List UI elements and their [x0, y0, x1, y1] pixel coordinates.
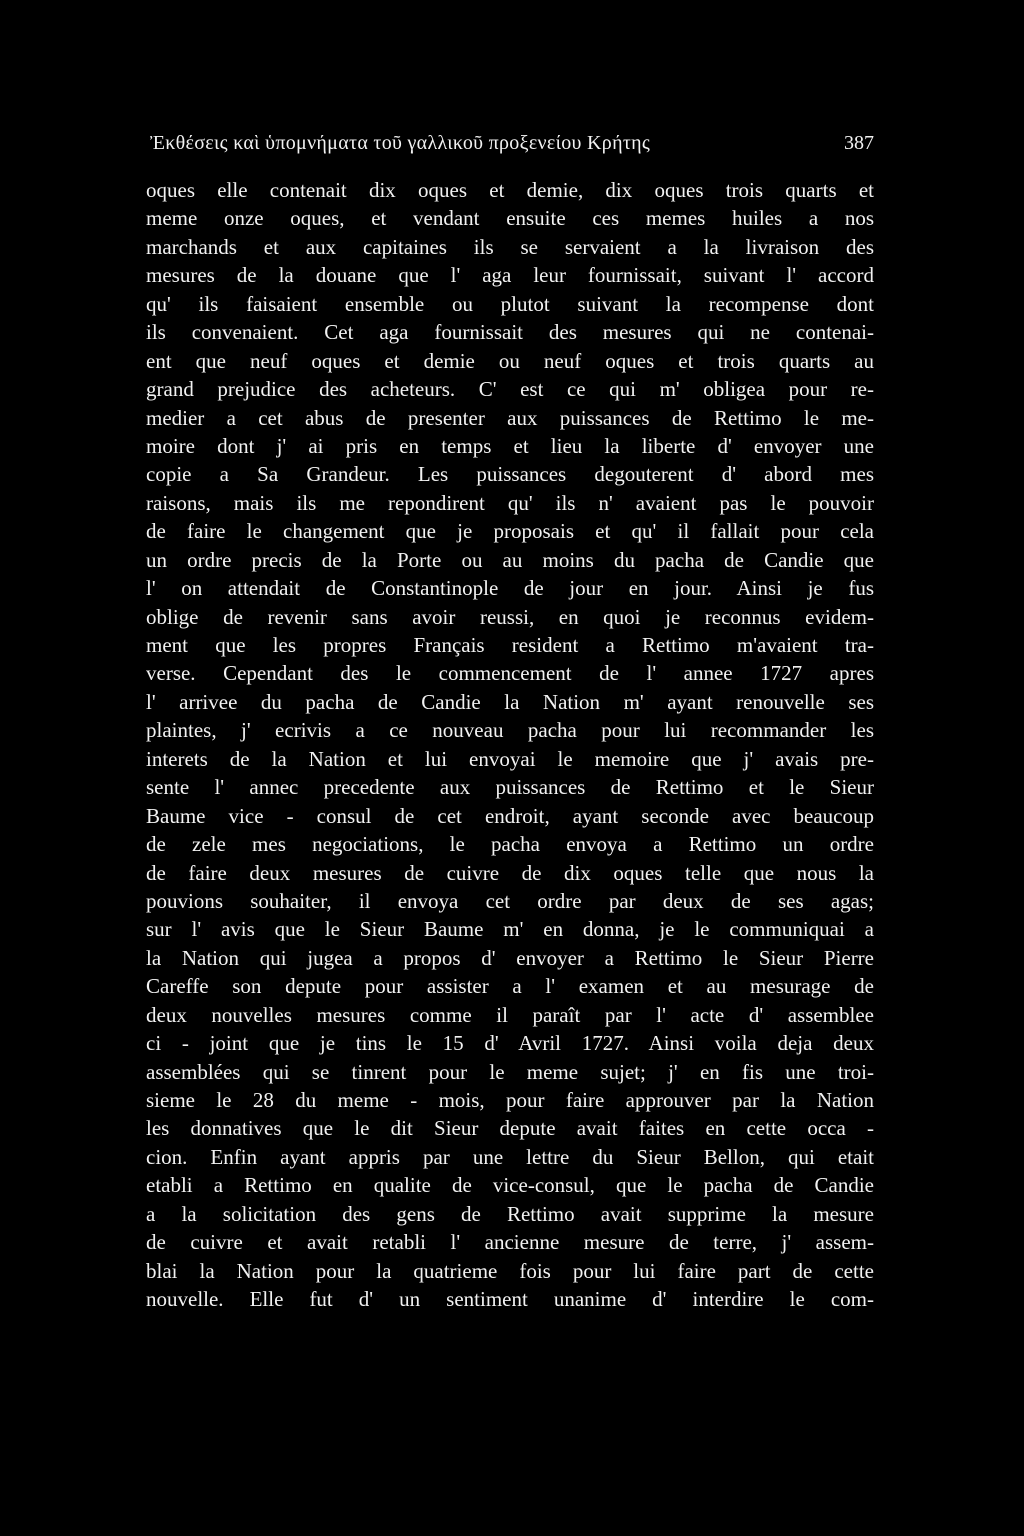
text-line: marchands et aux capitaines ils se servaient a la livraison des: [146, 234, 874, 259]
text-line: l' arrivee du pacha de Candie la Nation m' ayant renouvelle ses: [146, 689, 874, 714]
text-line: un ordre precis de la Porte ou au moins du pacha de Candie que: [146, 547, 874, 572]
text-line: plaintes, j' ecrivis a ce nouveau pacha pour lui recommander les: [146, 718, 874, 743]
header-title: Ἐκθέσεις καὶ ὑπομνήματα τοῦ γαλλικοῦ προξενείου Κρήτης: [150, 132, 651, 154]
text-line: de faire le changement que je proposais et qu' il fallait pour cela: [146, 519, 874, 544]
text-line: ils convenaient. Cet aga fournissait des mesures qui ne contenai-: [146, 320, 874, 345]
body-text: [146, 176, 874, 1314]
text-line: Baume vice - consul de cet endroit, ayant seconde avec beaucoup: [146, 803, 874, 828]
text-line: etabli a Rettimo en qualite de vice-consul, que le pacha de Candie: [146, 1173, 874, 1198]
text-line: moire dont j' ai pris en temps et lieu la liberte d' envoyer une: [146, 433, 874, 458]
text-line: medier a cet abus de presenter aux puissances de Rettimo le me-: [146, 405, 874, 430]
text-line: blai la Nation pour la quatrieme fois pour lui faire part de cette: [146, 1258, 874, 1283]
text-line: deux nouvelles mesures comme il paraît par l' acte d' assemblee: [146, 1002, 874, 1027]
text-line: les donnatives que le dit Sieur depute avait faites en cette occa -: [146, 1116, 874, 1141]
text-line: la Nation qui jugea a propos d' envoyer a Rettimo le Sieur Pierre: [146, 945, 874, 970]
text-line: sur l' avis que le Sieur Baume m' en donna, je le communiquai a: [146, 917, 874, 942]
text-line: meme onze oques, et vendant ensuite ces memes huiles a nos: [146, 206, 874, 231]
text-line: qu' ils faisaient ensemble ou plutot suivant la recompense dont: [146, 291, 874, 316]
text-line: pouvions souhaiter, il envoya cet ordre par deux de ses agas;: [146, 888, 874, 913]
text-line: grand prejudice des acheteurs. C' est ce qui m' obligea pour re-: [146, 377, 874, 402]
text-line: interets de la Nation et lui envoyai le memoire que j' avais pre-: [146, 746, 874, 771]
text-line: raisons, mais ils me repondirent qu' ils n' avaient pas le pouvoir: [146, 490, 874, 515]
text-line: Careffe son depute pour assister a l' examen et au mesurage de: [146, 974, 874, 999]
text-line: de zele mes negociations, le pacha envoya a Rettimo un ordre: [146, 832, 874, 857]
text-line: sente l' annec precedente aux puissances de Rettimo et le Sieur: [146, 775, 874, 800]
page-number: 387: [844, 132, 874, 154]
text-line: sieme le 28 du meme - mois, pour faire approuver par la Nation: [146, 1088, 874, 1112]
running-header: [150, 128, 874, 158]
text-line: ci - joint que je tins le 15 d' Avril 1727. Ainsi voila deja deux: [146, 1031, 874, 1056]
text-line: cion. Enfin ayant appris par une lettre du Sieur Bellon, qui etait: [146, 1144, 874, 1169]
text-line: verse. Cependant des le commencement de l' annee 1727 apres: [146, 661, 874, 686]
text-line: de faire deux mesures de cuivre de dix oques telle que nous la: [146, 860, 874, 885]
text-line: copie a Sa Grandeur. Les puissances degouterent d' abord mes: [146, 462, 874, 487]
text-line: l' on attendait de Constantinople de jour en jour. Ainsi je fus: [146, 576, 874, 601]
text-line: mesures de la douane que l' aga leur fournissait, suivant l' accord: [146, 263, 874, 288]
text-line: ent que neuf oques et demie ou neuf oques et trois quarts au: [146, 348, 874, 373]
text-line: oblige de revenir sans avoir reussi, en quoi je reconnus evidem-: [146, 604, 874, 629]
text-line: a la solicitation des gens de Rettimo avait supprime la mesure: [146, 1201, 874, 1226]
text-line: ment que les propres Français resident a Rettimo m'avaient tra-: [146, 633, 874, 657]
text-line: oques elle contenait dix oques et demie, dix oques trois quarts et: [146, 178, 874, 202]
text-line: nouvelle. Elle fut d' un sentiment unanime d' interdire le com-: [146, 1287, 874, 1312]
text-line: assemblées qui se tinrent pour le meme sujet; j' en fis une troi-: [146, 1059, 874, 1084]
text-line: de cuivre et avait retabli l' ancienne mesure de terre, j' assem-: [146, 1230, 874, 1255]
